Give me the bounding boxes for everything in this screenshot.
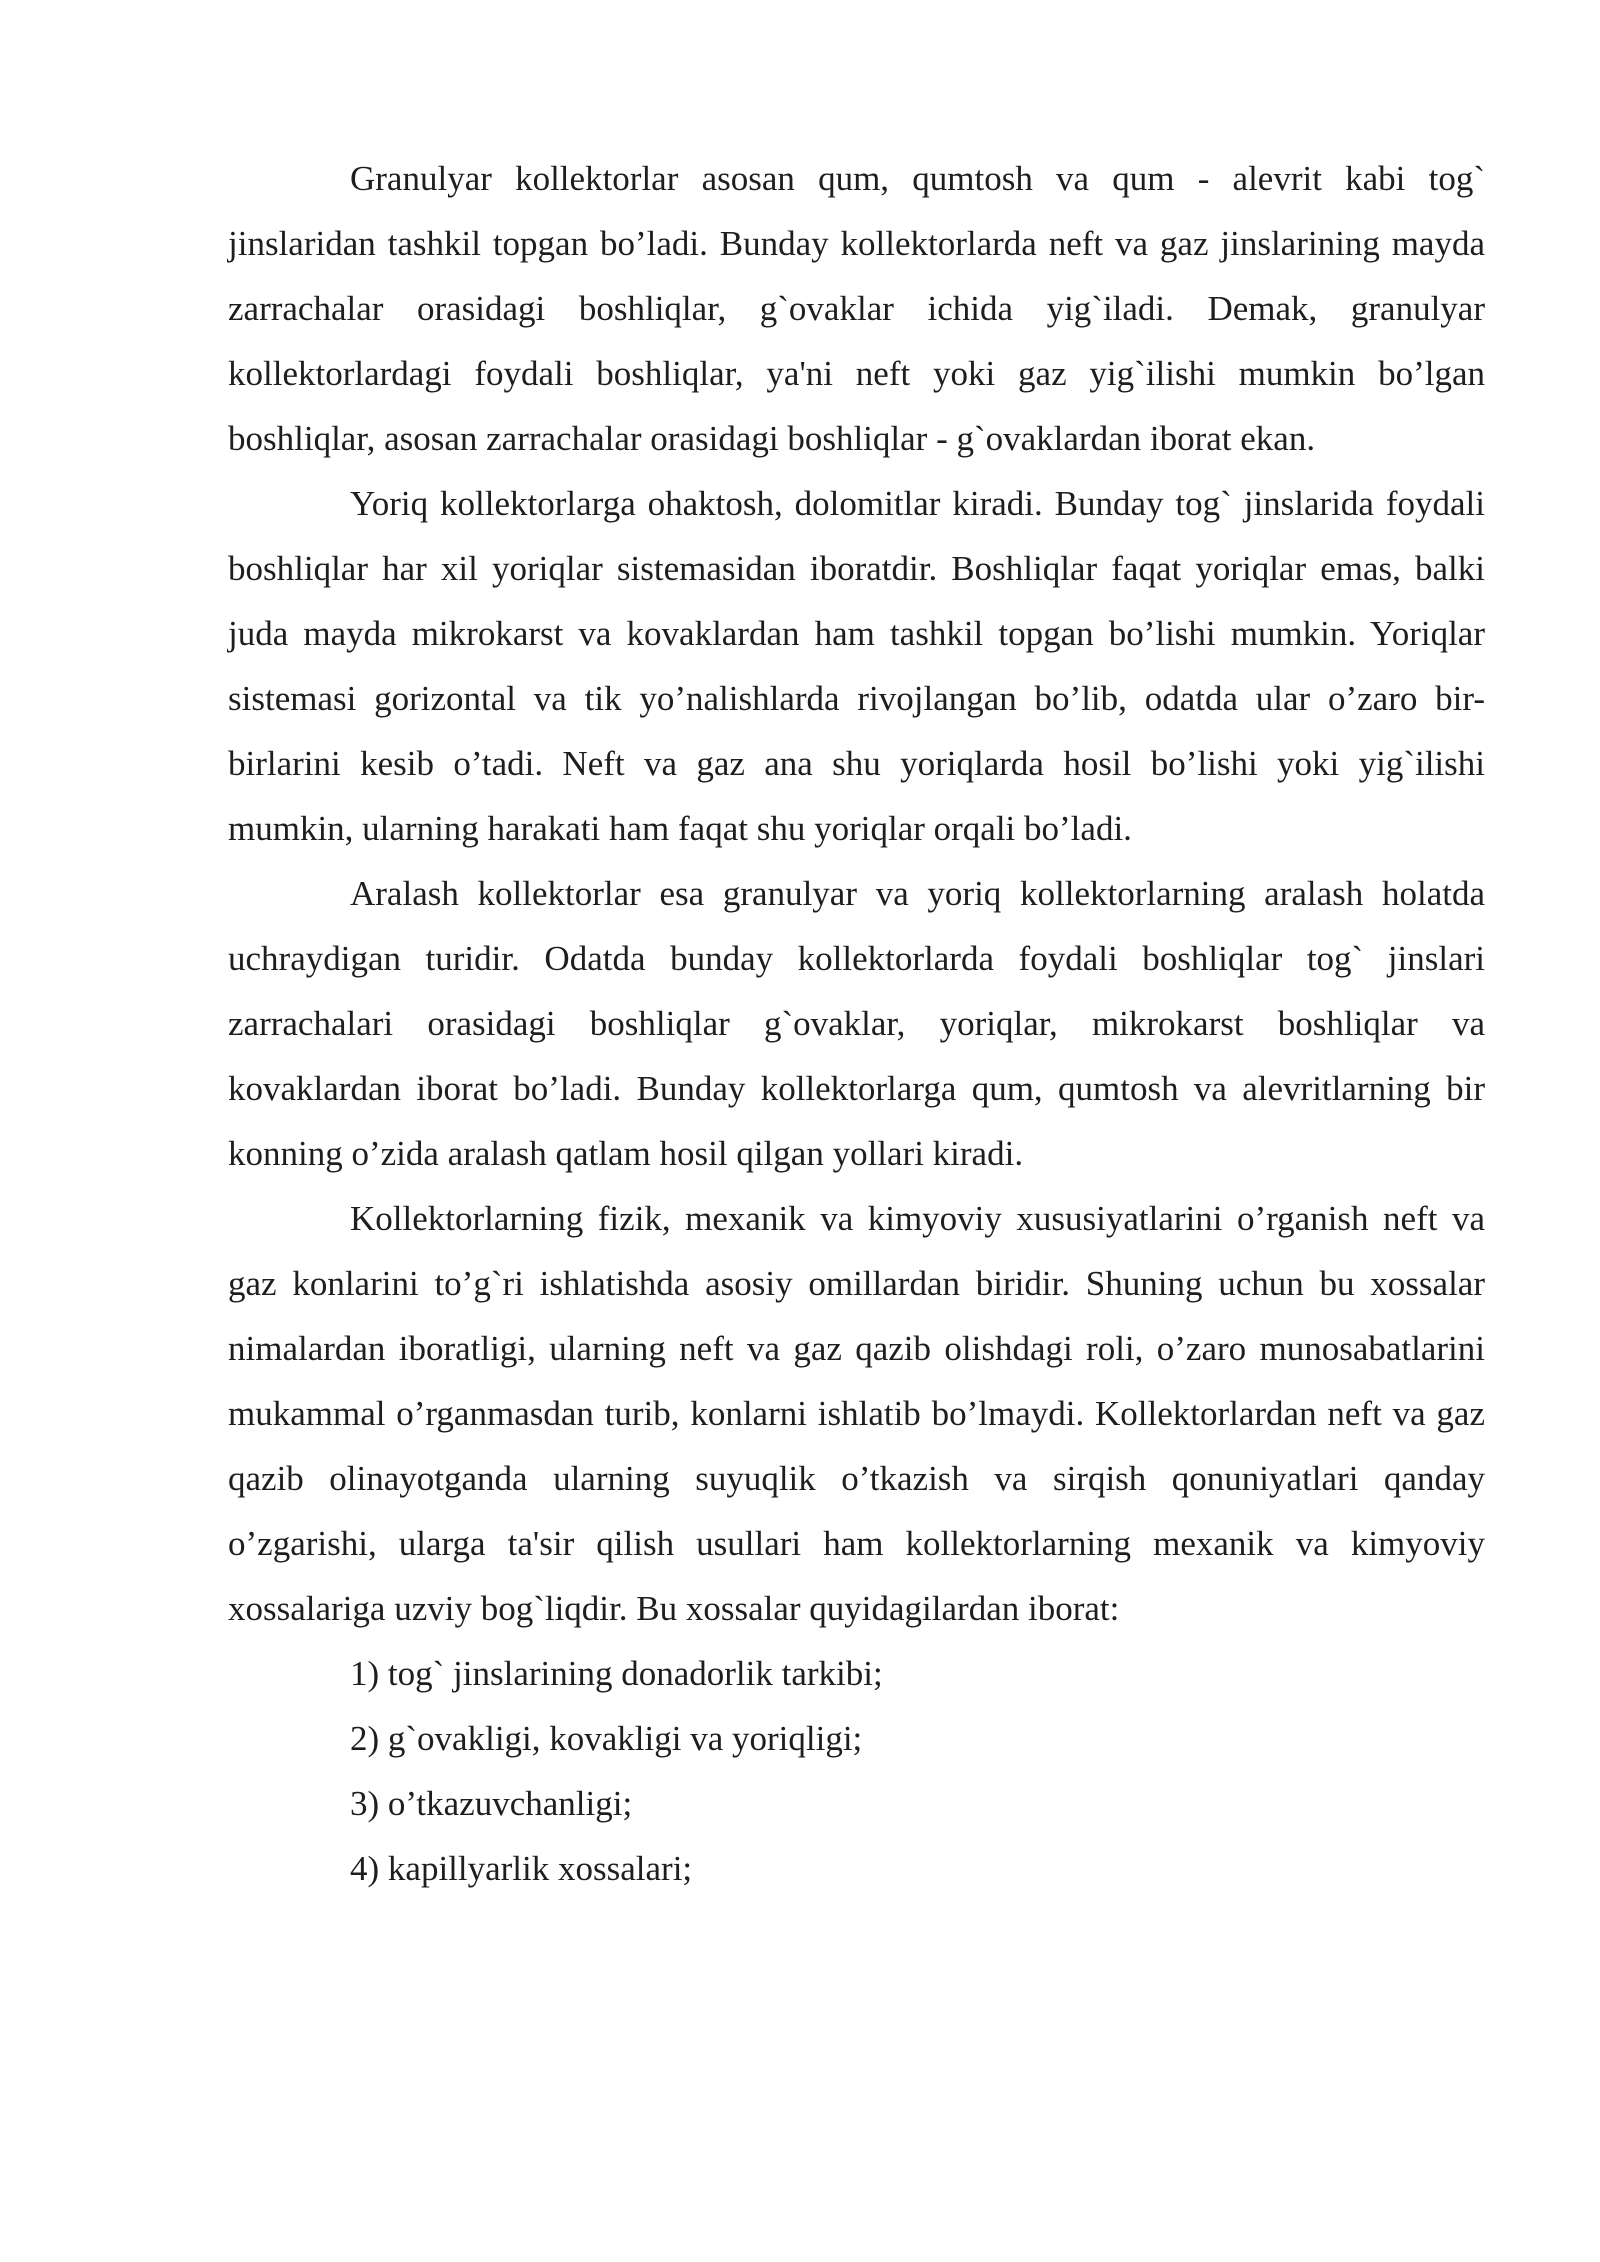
properties-list xyxy=(228,1641,1485,1901)
document-page xyxy=(228,146,1485,1901)
paragraph-collector-properties: Kollektorlarning fizik, mexanik va kimyoviy xususiyatlarini o’rganish neft va gaz konlarini to’g`ri ishlatishda asosiy omillardan biridir. Shuning uchun bu xossalar nimalardan iboratligi, ularning neft va gaz qazib olishdagi roli, o’zaro munosabatlarini mukammal o’rganmasdan turib, konlarni ishlatib bo’lmaydi. Kollektorlardan neft va gaz qazib olinayotganda ularning suyuqlik o’tkazish va sirqish qonuniyatlari qanday o’zgarishi, ularga ta'sir qilish usullari ham kollektorlarning mexanik va kimyoviy xossalariga uzviy bog`liqdir. Bu xossalar quyidagilardan iborat: xyxy=(228,1199,1485,1628)
list-item: 3) o’tkazuvchanligi; xyxy=(350,1784,633,1823)
list-item: 4) kapillyarlik xossalari; xyxy=(350,1849,693,1888)
paragraph-fractured-collectors: Yoriq kollektorlarga ohaktosh, dolomitlar kiradi. Bunday tog` jinslarida foydali boshliqlar har xil yoriqlar sistemasidan iboratdir. Boshliqlar faqat yoriqlar emas, balki juda mayda mikrokarst va kovaklardan ham tashkil topgan bo’lishi mumkin. Yoriqlar sistemasi gorizontal va tik yo’nalishlarda rivojlangan bo’lib, odatda ular o’zaro bir-birlarini kesib o’tadi. Neft va gaz ana shu yoriqlarda hosil bo’lishi yoki yig`ilishi mumkin, ularning harakati ham faqat shu yoriqlar orqali bo’ladi. xyxy=(228,484,1485,848)
paragraph-mixed-collectors: Aralash kollektorlar esa granulyar va yoriq kollektorlarning aralash holatda uchraydigan turidir. Odatda bunday kollektorlarda foydali boshliqlar tog` jinslari zarrachalari orasidagi boshliqlar g`ovaklar, yoriqlar, mikrokarst boshliqlar va kovaklardan iborat bo’ladi. Bunday kollektorlarga qum, qumtosh va alevritlarning bir konning o’zida aralash qatlam hosil qilgan yollari kiradi. xyxy=(228,874,1485,1173)
list-item: 2) g`ovakligi, kovakligi va yoriqligi; xyxy=(350,1719,863,1758)
list-item: 1) tog` jinslarining donadorlik tarkibi; xyxy=(350,1654,883,1693)
paragraph-granular-collectors: Granulyar kollektorlar asosan qum, qumtosh va qum - alevrit kabi tog` jinslaridan tashkil topgan bo’ladi. Bunday kollektorlarda neft va gaz jinslarining mayda zarrachalar orasidagi boshliqlar, g`ovaklar ichida yig`iladi. Demak, granulyar kollektorlardagi foydali boshliqlar, ya'ni neft yoki gaz yig`ilishi mumkin bo’lgan boshliqlar, asosan zarrachalar orasidagi boshliqlar - g`ovaklardan iborat ekan. xyxy=(228,159,1485,458)
